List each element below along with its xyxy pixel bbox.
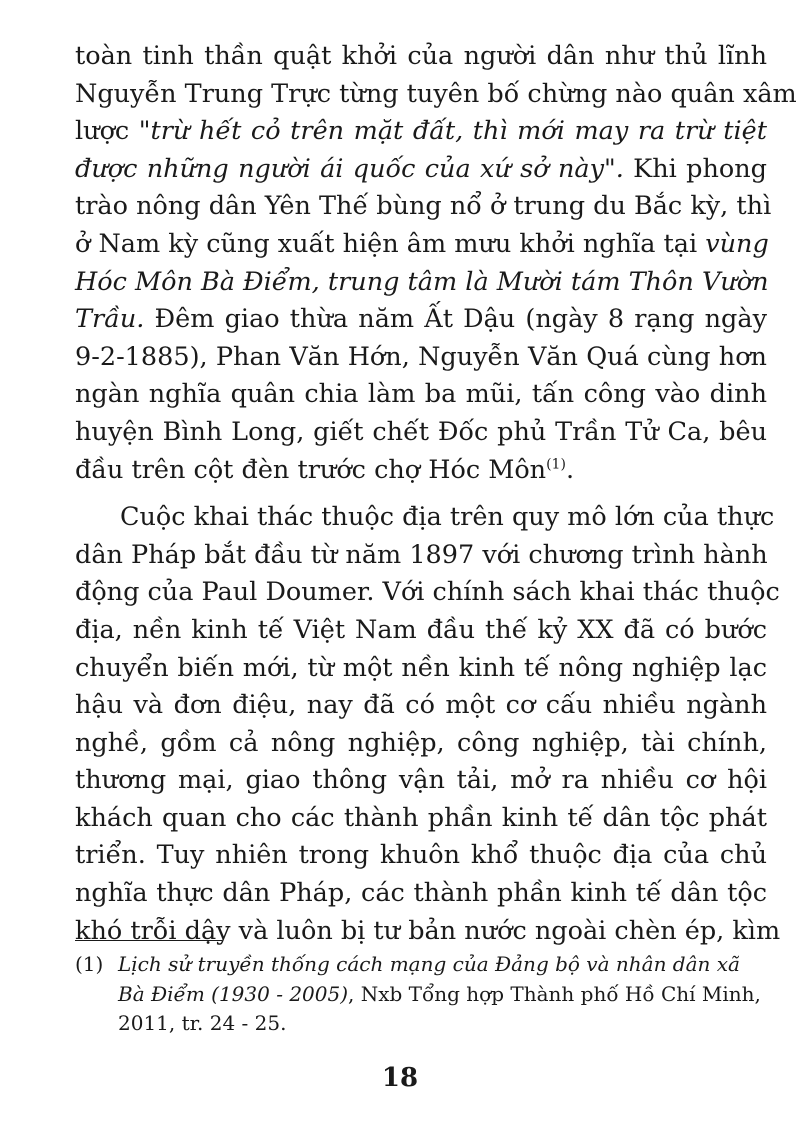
- text-line: nghĩa thực dân Pháp, các thành phần kinh tế dân tộc: [75, 878, 767, 909]
- page-number: 18: [381, 1063, 419, 1093]
- quote-italic: "trừ hết cỏ trên mặt đất, thì mới may ra trừ tiệt: [138, 116, 767, 147]
- text-line: nghề, gồm cả nông nghiệp, công nghiệp, tài chính,: [75, 727, 767, 758]
- text-line: 9-2-1885), Phan Văn Hớn, Nguyễn Văn Quá cùng hơn: [75, 341, 767, 372]
- text-line: ngàn nghĩa quân chia làm ba mũi, tấn công vào dinh: [75, 379, 767, 410]
- text-line: được những người ái quốc của xứ sở này". Khi phong: [75, 153, 767, 184]
- text-line: khách quan cho các thành phần kinh tế dân tộc phát: [75, 802, 767, 833]
- footnote-line: Bà Điểm (1930 - 2005), Nxb Tổng hợp Thành phố Hồ Chí Minh,: [118, 981, 761, 1006]
- footnote-source-title: Bà Điểm (1930 - 2005): [118, 981, 349, 1006]
- text-line: dân Pháp bắt đầu từ năm 1897 với chương trình hành: [75, 539, 768, 570]
- footnote-source-title: Lịch sử truyền thống cách mạng của Đảng bộ và nhân dân xã: [118, 952, 740, 976]
- footnote-ref: (1): [546, 456, 566, 473]
- text-line: [75, 264, 767, 302]
- text-line: lược "trừ hết cỏ trên mặt đất, thì mới may ra trừ tiệt: [75, 116, 767, 147]
- text-line: động của Paul Doumer. Với chính sách khai thác thuộc: [75, 577, 780, 608]
- paragraph-1: [75, 38, 797, 489]
- place-italic: vùng: [705, 228, 769, 259]
- footnote-divider: [75, 940, 222, 941]
- text-line: toàn tinh thần quật khởi của người dân như thủ lĩnh: [75, 41, 767, 71]
- place-italic: Hóc Môn Bà Điểm, trung tâm là Mười tám Thôn Vườn: [75, 266, 769, 297]
- footnote-line: 2011, tr. 24 - 25.: [118, 1011, 287, 1035]
- footnote-line: [75, 950, 767, 980]
- footnote: [75, 950, 767, 1039]
- text-line: địa, nền kinh tế Việt Nam đầu thế kỷ XX đã có bước: [75, 614, 767, 645]
- text-line: chuyển biến mới, từ một nền kinh tế nông nghiệp lạc: [75, 652, 767, 683]
- text-line: đầu trên cột đèn trước chợ Hóc Môn$^{(1)}$.: [75, 454, 575, 485]
- text-line: huyện Bình Long, giết chết Đốc phủ Trần Tử Ca, bêu: [75, 416, 767, 447]
- text-line: Trầu. Đêm giao thừa năm Ất Dậu (ngày 8 rạng ngày: [75, 304, 767, 335]
- place-italic: Trầu.: [75, 304, 145, 335]
- text-line: hậu và đơn điệu, nay đã có một cơ cấu nhiều ngành: [75, 690, 767, 721]
- text-line: triển. Tuy nhiên trong khuôn khổ thuộc địa của chủ: [75, 840, 767, 871]
- text-line: trào nông dân Yên Thế bùng nổ ở trung du Bắc kỳ, thì: [75, 191, 772, 222]
- page-body: [75, 38, 797, 950]
- quote-italic: được những người ái quốc của xứ sở này".: [75, 153, 624, 184]
- text-line: Cuộc khai thác thuộc địa trên quy mô lớn của thực: [120, 502, 775, 533]
- text-line: ở Nam kỳ cũng xuất hiện âm mưu khởi nghĩa tại vùng: [75, 228, 769, 259]
- text-line: khó trỗi dậy và luôn bị tư bản nước ngoài chèn ép, kìm: [75, 915, 781, 946]
- text-line: Nguyễn Trung Trực từng tuyên bố chừng nào quân xâm: [75, 78, 797, 109]
- footnote-marker: (1): [75, 952, 104, 976]
- paragraph-2: [75, 499, 781, 950]
- text-line: thương mại, giao thông vận tải, mở ra nhiều cơ hội: [75, 765, 767, 796]
